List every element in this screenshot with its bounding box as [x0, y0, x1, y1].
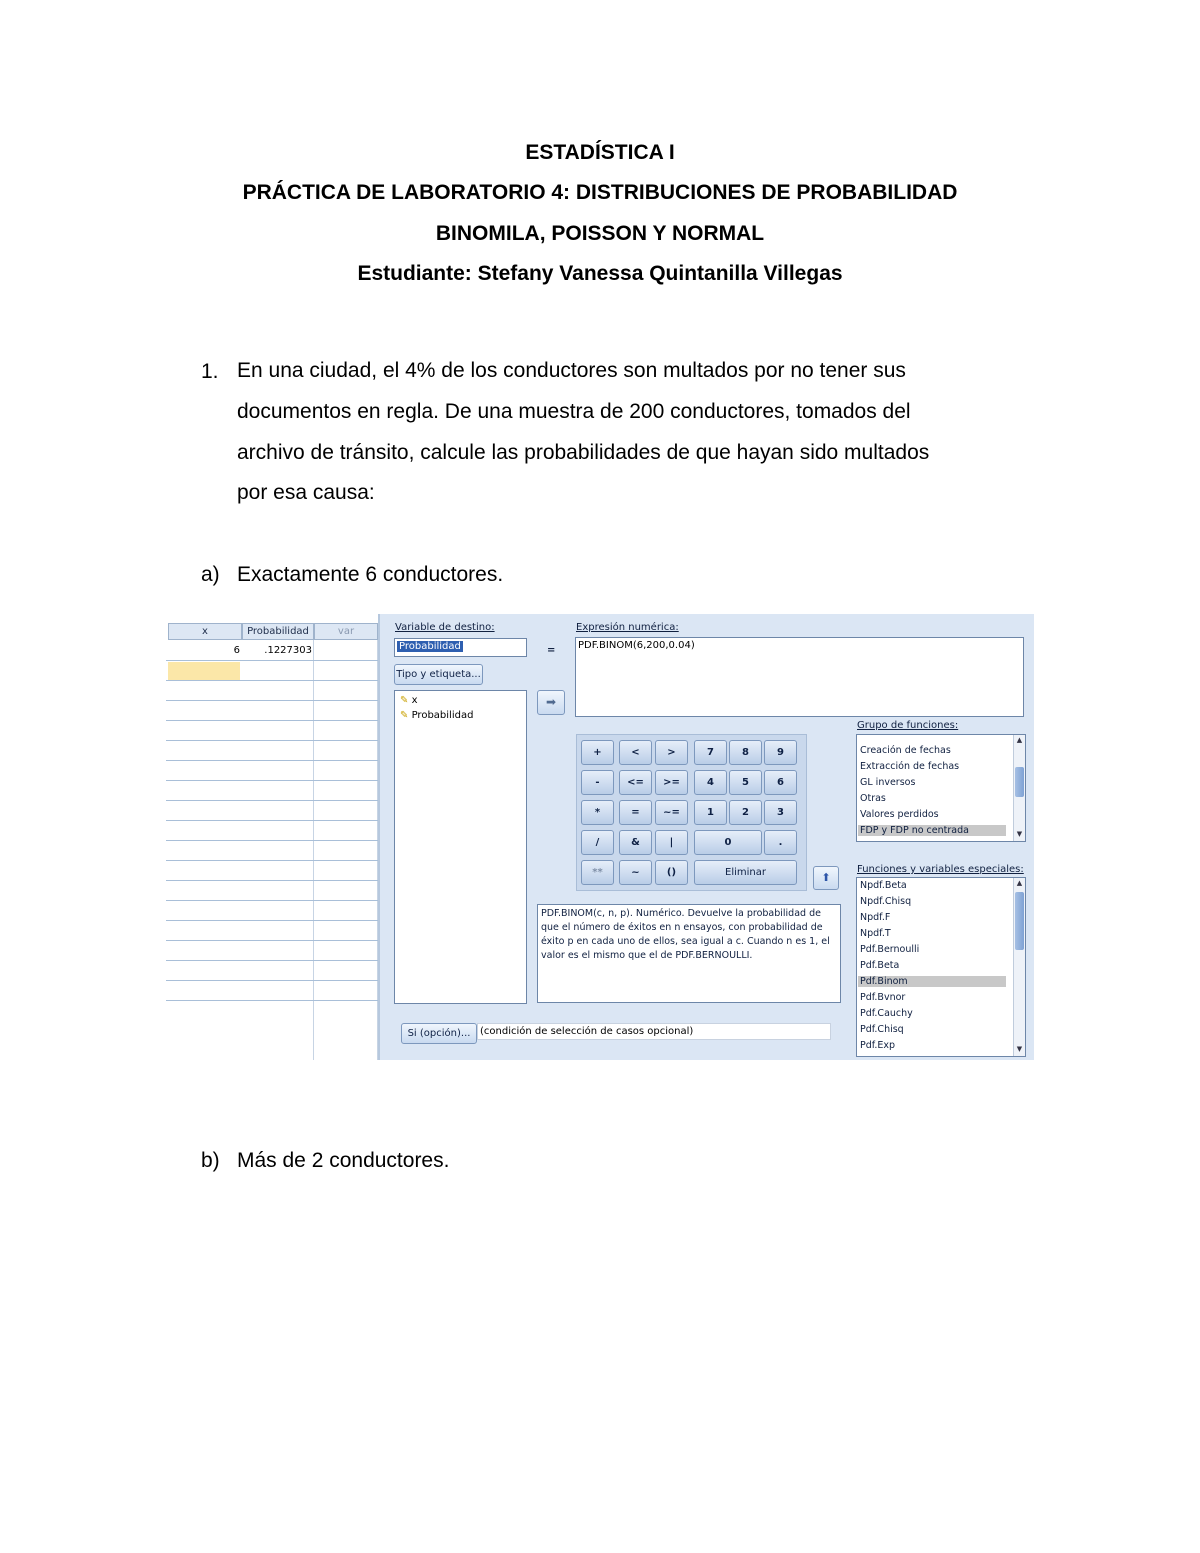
key-or[interactable]: |: [655, 830, 688, 855]
grid-row-line: [166, 780, 378, 781]
key-lte[interactable]: <=: [619, 770, 652, 795]
grid-row-line: [166, 900, 378, 901]
grid-row-line: [166, 800, 378, 801]
key-parentheses[interactable]: (): [655, 860, 688, 885]
calculator-keypad: [576, 734, 807, 891]
list-item[interactable]: Creación de fechas: [860, 745, 951, 756]
part-a-text: Exactamente 6 conductores.: [237, 563, 504, 586]
list-item[interactable]: Pdf.Cauchy: [860, 1008, 913, 1019]
compute-variable-dialog: [378, 614, 1034, 1060]
list-item-selected[interactable]: Pdf.Binom: [858, 976, 1006, 987]
part-b-text: Más de 2 conductores.: [237, 1149, 450, 1172]
ruler-icon: ✎: [400, 695, 409, 706]
grid-header-x[interactable]: x: [168, 623, 242, 640]
grid-row-line: [166, 860, 378, 861]
data-grid: [166, 614, 378, 1060]
part-b-marker: b): [201, 1149, 220, 1172]
grid-header-var[interactable]: var: [314, 623, 378, 640]
scroll-down-icon[interactable]: ▼: [1016, 1045, 1023, 1053]
functions-label: Funciones y variables especiales:: [857, 864, 1024, 875]
list-item[interactable]: Npdf.T: [860, 928, 891, 939]
key-equals[interactable]: =: [619, 800, 652, 825]
list-item[interactable]: Pdf.Bernoulli: [860, 944, 920, 955]
list-item-selected[interactable]: FDP y FDP no centrada: [858, 825, 1006, 836]
key-power[interactable]: **: [581, 860, 614, 885]
variable-item[interactable]: ✎ Probabilidad: [400, 710, 474, 721]
question-text-line: En una ciudad, el 4% de los conductores son multados por no tener sus: [237, 359, 906, 382]
scroll-thumb[interactable]: [1015, 767, 1024, 797]
function-group-label: Grupo de funciones:: [857, 720, 959, 731]
practice-subtitle: BINOMILA, POISSON Y NORMAL: [435, 222, 765, 245]
if-button[interactable]: Si (opción)...: [401, 1023, 477, 1044]
grid-row-line: [166, 840, 378, 841]
question-text-line: por esa causa:: [237, 481, 375, 504]
grid-row-line: [166, 920, 378, 921]
delete-button[interactable]: Eliminar: [694, 860, 797, 885]
grid-cell-x[interactable]: 6: [233, 645, 240, 656]
key-not-equal[interactable]: ~=: [655, 800, 688, 825]
move-arrow-button[interactable]: ➡: [537, 690, 565, 715]
key-lt[interactable]: <: [619, 740, 652, 765]
course-title: ESTADÍSTICA I: [525, 141, 675, 164]
key-4[interactable]: 4: [694, 770, 727, 795]
grid-row-line: [166, 820, 378, 821]
insert-function-button[interactable]: ⬆: [813, 866, 839, 890]
list-item[interactable]: Npdf.Beta: [860, 880, 907, 891]
grid-row-line: [166, 660, 378, 661]
part-a-marker: a): [201, 563, 220, 586]
question-number: 1.: [201, 360, 219, 383]
list-item[interactable]: Pdf.Beta: [860, 960, 900, 971]
scroll-up-icon[interactable]: ▲: [1016, 879, 1023, 887]
grid-row-line: [166, 740, 378, 741]
target-variable-input[interactable]: Probabilidad: [394, 638, 527, 657]
variable-list[interactable]: [394, 690, 527, 1004]
type-label-button[interactable]: Tipo y etiqueta...: [394, 664, 483, 685]
grid-row-line: [166, 720, 378, 721]
functions-scrollbar[interactable]: [1013, 878, 1025, 1056]
grid-row-line: [166, 880, 378, 881]
key-5[interactable]: 5: [729, 770, 762, 795]
grid-header-probabilidad[interactable]: Probabilidad: [242, 623, 314, 640]
key-0[interactable]: 0: [694, 830, 762, 855]
grid-row-line: [166, 960, 378, 961]
list-item[interactable]: Valores perdidos: [860, 809, 939, 820]
spss-compute-screenshot: [166, 614, 1034, 1060]
grid-row-line: [166, 680, 378, 681]
key-6[interactable]: 6: [764, 770, 797, 795]
grid-row-line: [166, 1000, 378, 1001]
grid-cell-probabilidad[interactable]: .1227303: [264, 645, 312, 656]
question-text-line: archivo de tránsito, calcule las probabilidades de que hayan sido multados: [237, 441, 930, 464]
key-3[interactable]: 3: [764, 800, 797, 825]
grid-active-cell[interactable]: [168, 662, 240, 680]
practice-title: PRÁCTICA DE LABORATORIO 4: DISTRIBUCIONES DE PROBABILIDAD: [242, 181, 958, 204]
function-group-list[interactable]: [856, 734, 1026, 842]
key-minus[interactable]: -: [581, 770, 614, 795]
key-gte[interactable]: >=: [655, 770, 688, 795]
equals-sign: =: [547, 645, 556, 656]
grid-row-line: [166, 700, 378, 701]
key-9[interactable]: 9: [764, 740, 797, 765]
key-and[interactable]: &: [619, 830, 652, 855]
key-plus[interactable]: +: [581, 740, 614, 765]
grid-row-line: [166, 980, 378, 981]
list-item[interactable]: Npdf.Chisq: [860, 896, 912, 907]
list-item[interactable]: Pdf.Exp: [860, 1040, 896, 1051]
list-item[interactable]: Pdf.Chisq: [860, 1024, 904, 1035]
grid-row-line: [166, 760, 378, 761]
question-text-line: documentos en regla. De una muestra de 200 conductores, tomados del: [237, 400, 911, 423]
list-item[interactable]: Pdf.Bvnor: [860, 992, 906, 1003]
key-decimal[interactable]: .: [764, 830, 797, 855]
target-variable-label: Variable de destino:: [395, 622, 495, 633]
list-item[interactable]: Npdf.F: [860, 912, 891, 923]
list-item[interactable]: Extracción de fechas: [860, 761, 960, 772]
scroll-up-icon[interactable]: ▲: [1016, 736, 1023, 744]
scroll-down-icon[interactable]: ▼: [1016, 830, 1023, 838]
expression-textarea[interactable]: PDF.BINOM(6,200,0.04): [575, 637, 1024, 717]
key-gt[interactable]: >: [655, 740, 688, 765]
list-item[interactable]: GL inversos: [860, 777, 916, 788]
student-name: Estudiante: Stefany Vanessa Quintanilla Villegas: [357, 262, 843, 285]
key-2[interactable]: 2: [729, 800, 762, 825]
key-8[interactable]: 8: [729, 740, 762, 765]
functions-list[interactable]: [856, 877, 1026, 1057]
key-divide[interactable]: /: [581, 830, 614, 855]
if-condition-field[interactable]: (condición de selección de casos opcional): [477, 1023, 831, 1040]
variable-item[interactable]: ✎ x: [400, 695, 418, 706]
key-multiply[interactable]: *: [581, 800, 614, 825]
scroll-thumb[interactable]: [1015, 892, 1024, 950]
key-7[interactable]: 7: [694, 740, 727, 765]
function-description: PDF.BINOM(c, n, p). Numérico. Devuelve la probabilidad de que el número de éxitos en n ensayos, con probabilidad de éxito p en cada uno de ellos, sea igual a c. Cuando n es 1, el valor es el mismo que el de PDF.BERNOULLI.: [537, 904, 841, 1003]
function-group-scrollbar[interactable]: [1013, 735, 1025, 841]
grid-row-line: [166, 940, 378, 941]
list-item[interactable]: Otras: [860, 793, 886, 804]
expression-label: Expresión numérica:: [576, 622, 679, 633]
key-1[interactable]: 1: [694, 800, 727, 825]
key-not[interactable]: ~: [619, 860, 652, 885]
ruler-icon: ✎: [400, 710, 409, 721]
